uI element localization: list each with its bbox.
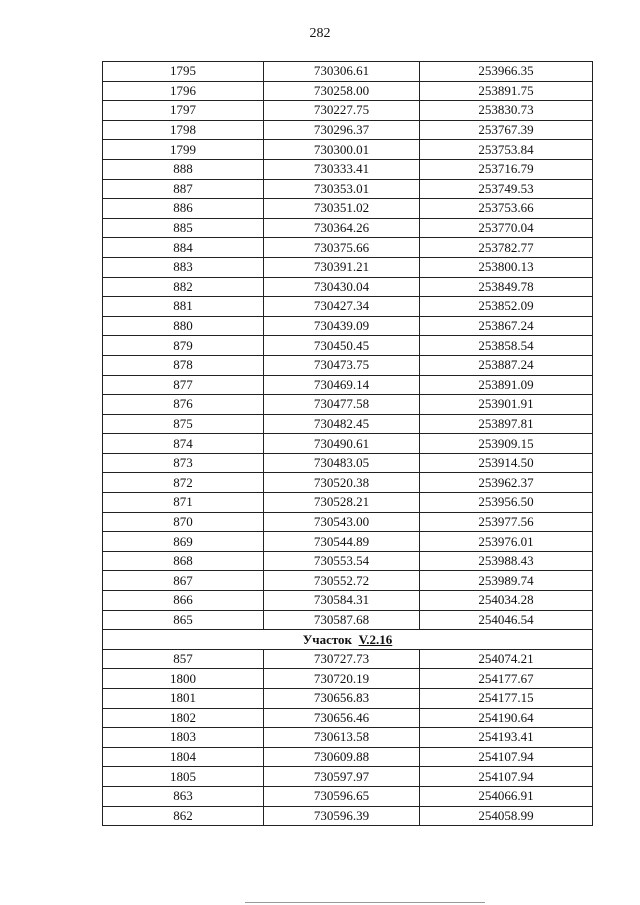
x-coordinate-cell: 730450.45	[264, 336, 420, 356]
y-coordinate-cell: 253767.39	[420, 120, 593, 140]
table-row	[103, 336, 593, 356]
table-row	[103, 414, 593, 434]
y-coordinate-cell: 254177.15	[420, 689, 593, 709]
x-coordinate-cell: 730333.41	[264, 159, 420, 179]
table-row	[103, 434, 593, 454]
table-row	[103, 806, 593, 826]
x-coordinate-cell: 730544.89	[264, 532, 420, 552]
table-row	[103, 571, 593, 591]
coordinates-group-1	[103, 62, 593, 630]
bottom-divider	[245, 902, 485, 903]
x-coordinate-cell: 730391.21	[264, 257, 420, 277]
table-row	[103, 159, 593, 179]
point-number-cell: 1803	[103, 728, 264, 748]
y-coordinate-cell: 254058.99	[420, 806, 593, 826]
table-row	[103, 395, 593, 415]
coordinates-group-2	[103, 649, 593, 825]
y-coordinate-cell: 253753.66	[420, 199, 593, 219]
table-row	[103, 473, 593, 493]
point-number-cell: 884	[103, 238, 264, 258]
point-number-cell: 870	[103, 512, 264, 532]
point-number-cell: 883	[103, 257, 264, 277]
y-coordinate-cell: 253977.56	[420, 512, 593, 532]
point-number-cell: 888	[103, 159, 264, 179]
point-number-cell: 1795	[103, 62, 264, 82]
point-number-cell: 882	[103, 277, 264, 297]
section-title	[103, 630, 593, 650]
point-number-cell: 1801	[103, 689, 264, 709]
point-number-cell: 876	[103, 395, 264, 415]
x-coordinate-cell: 730227.75	[264, 101, 420, 121]
y-coordinate-cell: 253914.50	[420, 453, 593, 473]
x-coordinate-cell: 730656.46	[264, 708, 420, 728]
table-row	[103, 689, 593, 709]
x-coordinate-cell: 730306.61	[264, 62, 420, 82]
point-number-cell: 871	[103, 493, 264, 513]
y-coordinate-cell: 253867.24	[420, 316, 593, 336]
point-number-cell: 863	[103, 786, 264, 806]
y-coordinate-cell: 253976.01	[420, 532, 593, 552]
y-coordinate-cell: 253800.13	[420, 257, 593, 277]
point-number-cell: 1797	[103, 101, 264, 121]
y-coordinate-cell: 253782.77	[420, 238, 593, 258]
y-coordinate-cell: 253891.75	[420, 81, 593, 101]
y-coordinate-cell: 253753.84	[420, 140, 593, 160]
x-coordinate-cell: 730584.31	[264, 591, 420, 611]
x-coordinate-cell: 730720.19	[264, 669, 420, 689]
table-row	[103, 316, 593, 336]
section-header-row	[103, 630, 593, 650]
point-number-cell: 1802	[103, 708, 264, 728]
y-coordinate-cell: 254046.54	[420, 610, 593, 630]
table-row	[103, 708, 593, 728]
x-coordinate-cell: 730609.88	[264, 747, 420, 767]
point-number-cell: 874	[103, 434, 264, 454]
x-coordinate-cell: 730473.75	[264, 355, 420, 375]
page-number: 282	[309, 26, 331, 41]
table-row	[103, 767, 593, 787]
y-coordinate-cell: 253989.74	[420, 571, 593, 591]
y-coordinate-cell: 253852.09	[420, 297, 593, 317]
y-coordinate-cell: 253849.78	[420, 277, 593, 297]
point-number-cell: 885	[103, 218, 264, 238]
y-coordinate-cell: 254066.91	[420, 786, 593, 806]
x-coordinate-cell: 730439.09	[264, 316, 420, 336]
y-coordinate-cell: 253716.79	[420, 159, 593, 179]
x-coordinate-cell: 730482.45	[264, 414, 420, 434]
x-coordinate-cell: 730300.01	[264, 140, 420, 160]
point-number-cell: 886	[103, 199, 264, 219]
y-coordinate-cell: 253956.50	[420, 493, 593, 513]
table-row	[103, 120, 593, 140]
y-coordinate-cell: 253830.73	[420, 101, 593, 121]
point-number-cell: 880	[103, 316, 264, 336]
x-coordinate-cell: 730353.01	[264, 179, 420, 199]
table-row	[103, 179, 593, 199]
table-row	[103, 551, 593, 571]
x-coordinate-cell: 730296.37	[264, 120, 420, 140]
table-row	[103, 277, 593, 297]
point-number-cell: 862	[103, 806, 264, 826]
point-number-cell: 887	[103, 179, 264, 199]
table-row	[103, 728, 593, 748]
y-coordinate-cell: 253887.24	[420, 355, 593, 375]
table-row	[103, 375, 593, 395]
point-number-cell: 873	[103, 453, 264, 473]
table-row	[103, 512, 593, 532]
point-number-cell: 872	[103, 473, 264, 493]
point-number-cell: 879	[103, 336, 264, 356]
table-row	[103, 297, 593, 317]
table-row	[103, 62, 593, 82]
x-coordinate-cell: 730430.04	[264, 277, 420, 297]
y-coordinate-cell: 253770.04	[420, 218, 593, 238]
section-code: V.2.16	[358, 631, 393, 647]
table-row	[103, 218, 593, 238]
point-number-cell: 1798	[103, 120, 264, 140]
table-row	[103, 669, 593, 689]
y-coordinate-cell: 253858.54	[420, 336, 593, 356]
x-coordinate-cell: 730543.00	[264, 512, 420, 532]
point-number-cell: 857	[103, 649, 264, 669]
y-coordinate-cell: 253897.81	[420, 414, 593, 434]
point-number-cell: 865	[103, 610, 264, 630]
table-row	[103, 493, 593, 513]
table-row	[103, 610, 593, 630]
x-coordinate-cell: 730613.58	[264, 728, 420, 748]
y-coordinate-cell: 254107.94	[420, 747, 593, 767]
table-row	[103, 257, 593, 277]
table-row	[103, 81, 593, 101]
y-coordinate-cell: 254107.94	[420, 767, 593, 787]
y-coordinate-cell: 253962.37	[420, 473, 593, 493]
y-coordinate-cell: 254034.28	[420, 591, 593, 611]
y-coordinate-cell: 254074.21	[420, 649, 593, 669]
table-row	[103, 747, 593, 767]
point-number-cell: 1805	[103, 767, 264, 787]
table-row	[103, 786, 593, 806]
point-number-cell: 1804	[103, 747, 264, 767]
point-number-cell: 1796	[103, 81, 264, 101]
y-coordinate-cell: 253901.91	[420, 395, 593, 415]
table-row	[103, 453, 593, 473]
table-row	[103, 101, 593, 121]
x-coordinate-cell: 730520.38	[264, 473, 420, 493]
point-number-cell: 878	[103, 355, 264, 375]
point-number-cell: 1800	[103, 669, 264, 689]
x-coordinate-cell: 730483.05	[264, 453, 420, 473]
x-coordinate-cell: 730587.68	[264, 610, 420, 630]
x-coordinate-cell: 730490.61	[264, 434, 420, 454]
y-coordinate-cell: 254193.41	[420, 728, 593, 748]
point-number-cell: 877	[103, 375, 264, 395]
x-coordinate-cell: 730528.21	[264, 493, 420, 513]
x-coordinate-cell: 730469.14	[264, 375, 420, 395]
point-number-cell: 867	[103, 571, 264, 591]
table-row	[103, 238, 593, 258]
x-coordinate-cell: 730477.58	[264, 395, 420, 415]
x-coordinate-cell: 730552.72	[264, 571, 420, 591]
y-coordinate-cell: 254177.67	[420, 669, 593, 689]
x-coordinate-cell: 730596.39	[264, 806, 420, 826]
table-row	[103, 532, 593, 552]
table-row	[103, 199, 593, 219]
point-number-cell: 1799	[103, 140, 264, 160]
table-row	[103, 140, 593, 160]
coordinates-table	[102, 61, 593, 826]
y-coordinate-cell: 253749.53	[420, 179, 593, 199]
x-coordinate-cell: 730258.00	[264, 81, 420, 101]
x-coordinate-cell: 730656.83	[264, 689, 420, 709]
point-number-cell: 875	[103, 414, 264, 434]
x-coordinate-cell: 730727.73	[264, 649, 420, 669]
x-coordinate-cell: 730351.02	[264, 199, 420, 219]
table-row	[103, 649, 593, 669]
point-number-cell: 869	[103, 532, 264, 552]
y-coordinate-cell: 254190.64	[420, 708, 593, 728]
x-coordinate-cell: 730364.26	[264, 218, 420, 238]
x-coordinate-cell: 730597.97	[264, 767, 420, 787]
x-coordinate-cell: 730553.54	[264, 551, 420, 571]
x-coordinate-cell: 730596.65	[264, 786, 420, 806]
y-coordinate-cell: 253909.15	[420, 434, 593, 454]
y-coordinate-cell: 253988.43	[420, 551, 593, 571]
point-number-cell: 866	[103, 591, 264, 611]
table-row	[103, 591, 593, 611]
table-row	[103, 355, 593, 375]
y-coordinate-cell: 253891.09	[420, 375, 593, 395]
point-number-cell: 881	[103, 297, 264, 317]
x-coordinate-cell: 730427.34	[264, 297, 420, 317]
section-label: Участок	[302, 631, 353, 647]
x-coordinate-cell: 730375.66	[264, 238, 420, 258]
y-coordinate-cell: 253966.35	[420, 62, 593, 82]
section-header-group	[103, 630, 593, 650]
point-number-cell: 868	[103, 551, 264, 571]
